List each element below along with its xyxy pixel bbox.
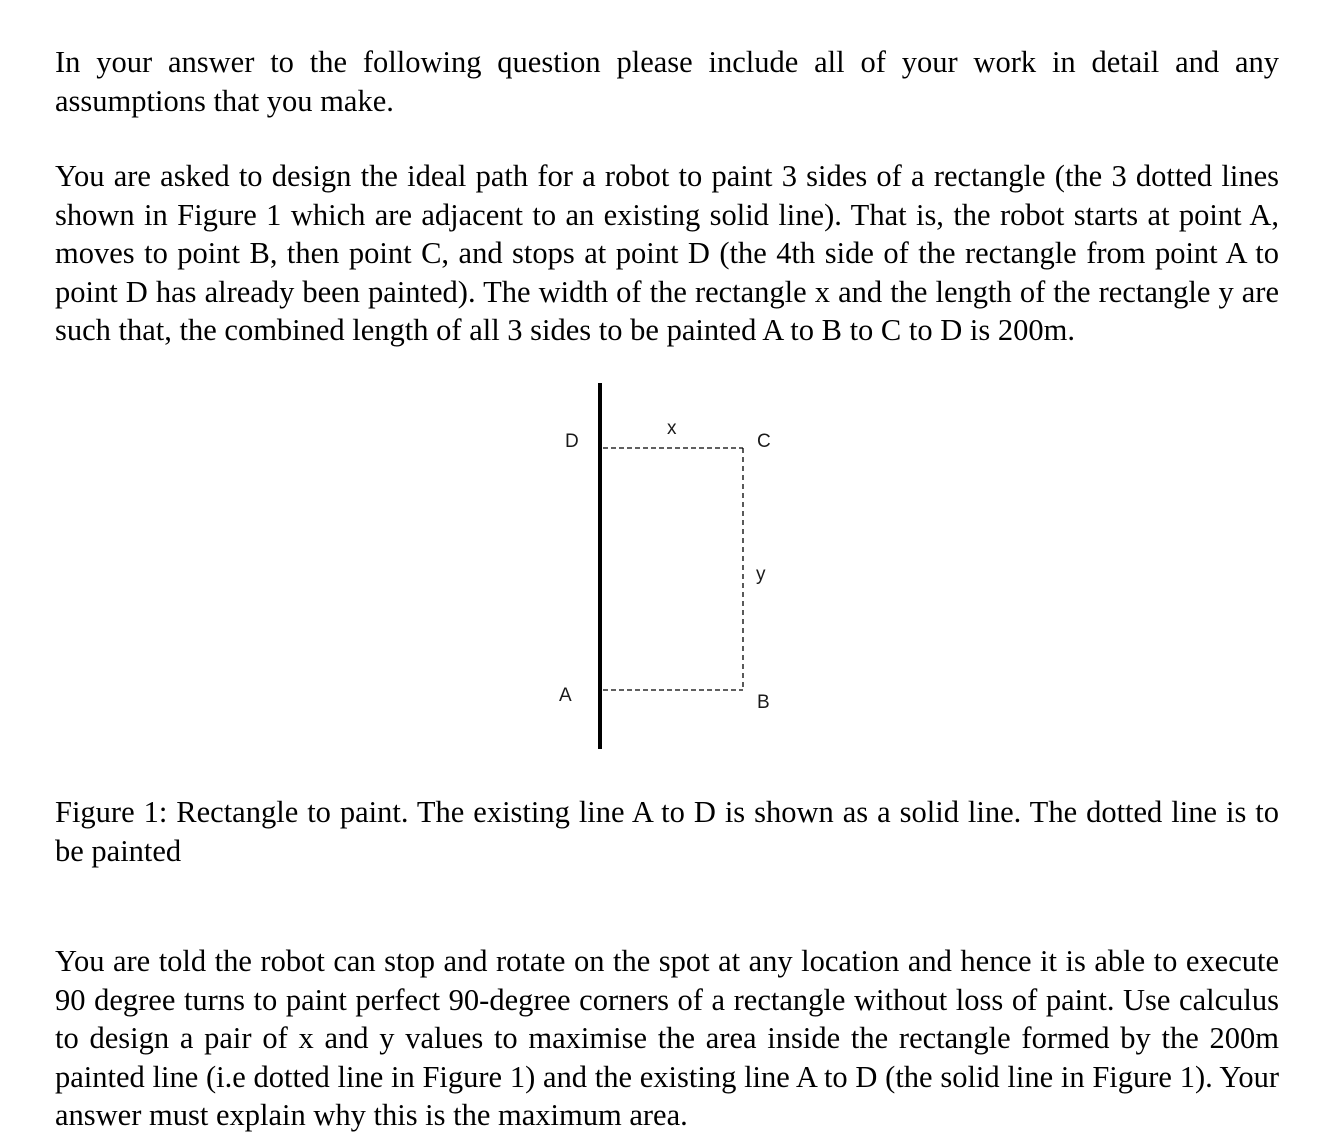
label-y: y [756, 564, 766, 585]
intro-paragraph: In your answer to the following question please include all of your work in detail and any assumptions that you make. [55, 45, 1279, 118]
label-x: x [667, 418, 677, 439]
figure-caption: Figure 1: Rectangle to paint. The existing line A to D is shown as a solid line. The dotted line is to be painted [55, 795, 1279, 868]
label-b: B [757, 692, 770, 713]
label-a: A [559, 685, 572, 706]
rectangle-figure [540, 378, 800, 758]
task-paragraph: You are told the robot can stop and rotate on the spot at any location and hence it is able to execute 90 degree turns to paint perfect 90-degree corners of a rectangle without loss of paint. Use calculus to design a pair of x and y values to maximise the area inside the rectangle formed by the 200m painted line (i.e dotted line in Figure 1) and the existing line A to D (the solid line in Figure 1). Your answer must explain why this is the maximum area. [55, 944, 1279, 1132]
label-c: C [757, 431, 771, 452]
label-d: D [565, 431, 579, 452]
problem-paragraph: You are asked to design the ideal path for a robot to paint 3 sides of a rectangle (the 3 dotted lines shown in Figure 1 which are adjacent to an existing solid line). That is, the robot starts at point A, moves to point B, then point C, and stops at point D (the 4th side of the rectangle from point A to point D has already been painted). The width of the rectangle x and the length of the rectangle y are such that, the combined length of all 3 sides to be painted A to B to C to D is 200m. [55, 159, 1279, 347]
